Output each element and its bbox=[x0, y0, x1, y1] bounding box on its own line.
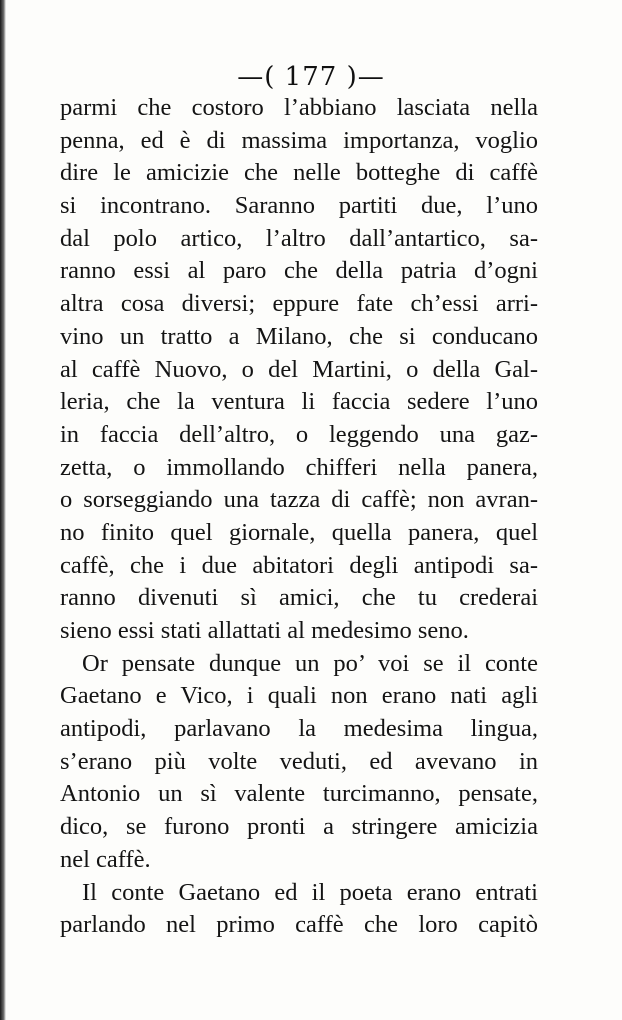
text-line: parlando nel primo caffè che loro capitò bbox=[60, 911, 538, 939]
text-line: sieno essi stati allattati al medesimo seno. bbox=[60, 617, 469, 644]
text-line: dire le amicizie che nelle botteghe di caffè bbox=[60, 159, 538, 187]
text-line: si incontrano. Saranno partiti due, l’uno bbox=[60, 192, 538, 220]
text-line: dico, se furono pronti a stringere amicizia bbox=[60, 813, 538, 841]
text-line: penna, ed è di massima importanza, voglio bbox=[60, 126, 538, 154]
text-line: al caffè Nuovo, o del Martini, o della Gal- bbox=[60, 355, 538, 383]
text-line: parmi che costoro l’abbiano lasciata nella bbox=[60, 94, 538, 121]
text-line: dal polo artico, l’altro dall’antartico, sa- bbox=[60, 224, 538, 252]
body-text bbox=[60, 92, 538, 942]
text-line: vino un tratto a Milano, che si conducano bbox=[60, 322, 538, 350]
text-line: ranno divenuti sì amici, che tu crederai bbox=[60, 584, 538, 612]
text-line: Il conte Gaetano ed il poeta erano entrati bbox=[82, 878, 538, 906]
text-line: antipodi, parlavano la medesima lingua, bbox=[60, 715, 538, 743]
text-line: Gaetano e Vico, i quali non erano nati agli bbox=[60, 682, 538, 710]
spine-shadow bbox=[0, 0, 6, 1020]
text-line: o sorseggiando una tazza di caffè; non avran- bbox=[60, 486, 538, 514]
text-line: s’erano più volte veduti, ed avevano in bbox=[60, 747, 538, 775]
text-line: zetta, o immollando chifferi nella panera, bbox=[60, 453, 538, 481]
text-line: no finito quel giornale, quella panera, quel bbox=[60, 518, 538, 546]
page-number: —( 177 )— bbox=[237, 62, 385, 92]
text-line: Antonio un sì valente turcimanno, pensate, bbox=[60, 780, 538, 808]
text-line: ranno essi al paro che della patria d’ogni bbox=[60, 257, 538, 285]
text-line: leria, che la ventura li faccia sedere l’uno bbox=[60, 388, 538, 416]
text-line: Or pensate dunque un po’ voi se il conte bbox=[82, 649, 538, 677]
text-line: in faccia dell’altro, o leggendo una gaz- bbox=[60, 420, 538, 448]
text-line: altra cosa diversi; eppure fate ch’essi arri- bbox=[60, 290, 538, 318]
text-line: caffè, che i due abitatori degli antipodi sa- bbox=[60, 551, 538, 579]
text-line: nel caffè. bbox=[60, 845, 151, 873]
